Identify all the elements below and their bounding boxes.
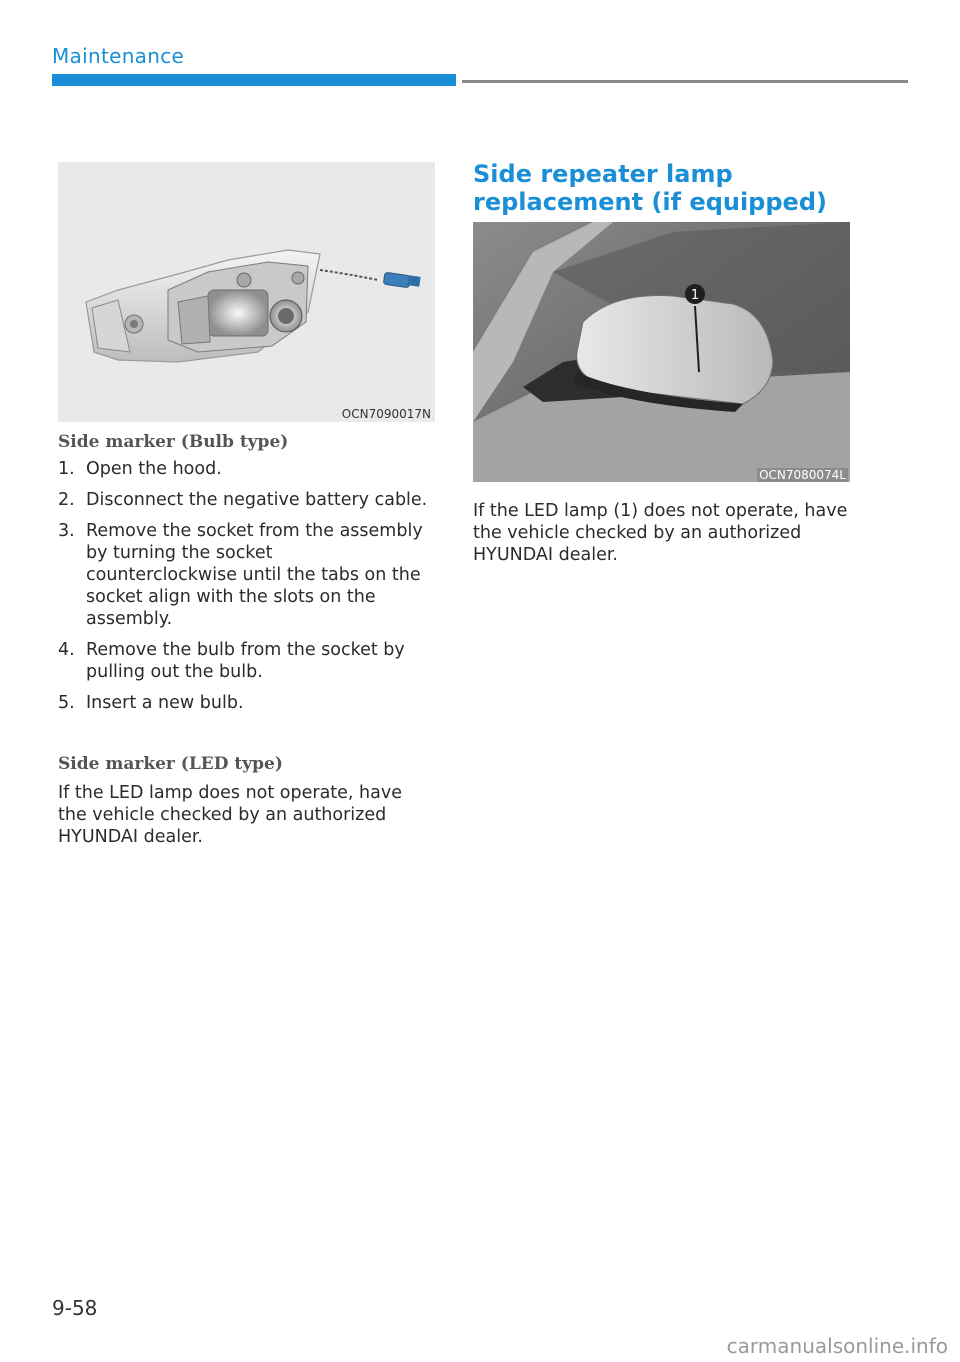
figure-code: OCN7090017N (341, 407, 431, 421)
led-type-heading: Side marker (LED type) (58, 754, 283, 774)
list-item: 1. Open the hood. (58, 459, 222, 479)
list-item: 4. Remove the bulb from the socket by pulling out the bulb. (58, 640, 405, 682)
list-item: 2. Disconnect the negative battery cable. (58, 490, 428, 510)
headlamp-illustration (58, 162, 435, 422)
side-mirror-figure (473, 222, 850, 482)
headlamp-assembly-figure (58, 162, 435, 422)
bulb-type-heading: Side marker (Bulb type) (58, 432, 289, 452)
header-rule (462, 80, 908, 83)
list-item: 3. Remove the socket from the assembly by turning the socket counterclockwise until the tabs on the socket align with the slots on the assembly. (58, 521, 423, 629)
figure-code: OCN7080074L (759, 468, 846, 482)
header-accent-bar (52, 74, 456, 86)
side-repeater-text: If the LED lamp (1) does not operate, have the vehicle checked by an authorized HYUNDAI dealer. (473, 501, 848, 565)
page-number: 9-58 (52, 1296, 98, 1320)
list-item: 5. Insert a new bulb. (58, 693, 244, 713)
led-type-text: If the LED lamp does not operate, have the vehicle checked by an authorized HYUNDAI dealer. (58, 783, 402, 847)
section-title: Side repeater lamp replacement (if equipped) (473, 160, 827, 216)
callout-number: 1 (690, 288, 700, 303)
side-mirror-illustration (473, 222, 850, 482)
watermark: carmanualsonline.info (726, 1334, 948, 1358)
header-title: Maintenance (52, 44, 185, 68)
bulb-replacement-steps (58, 458, 428, 723)
